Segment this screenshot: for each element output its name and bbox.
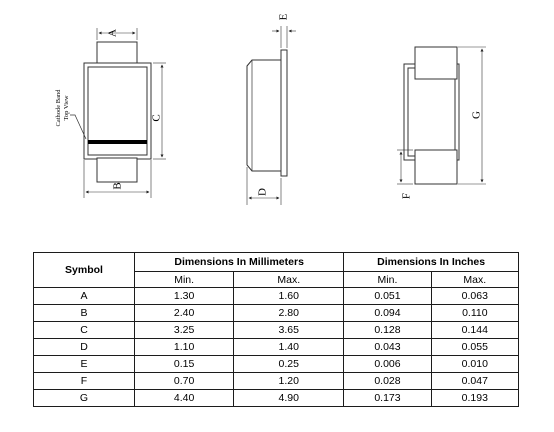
cathode-band-note-line2: Top View (63, 95, 70, 121)
mm-max-cell: 3.65 (234, 322, 344, 339)
table-row (34, 322, 519, 339)
in-max-cell: 0.193 (431, 390, 518, 407)
millimeters-header: Dimensions In Millimeters (135, 253, 344, 272)
dim-label-d: D (256, 188, 269, 196)
mm-min-cell: 2.40 (135, 305, 234, 322)
in-min-header: Min. (344, 272, 431, 288)
mm-min-cell: 0.70 (135, 373, 234, 390)
dim-label-e: E (277, 13, 290, 21)
mm-min-cell: 3.25 (135, 322, 234, 339)
mm-min-cell: 1.30 (135, 288, 234, 305)
mm-max-cell: 0.25 (234, 356, 344, 373)
in-min-cell: 0.173 (344, 390, 431, 407)
table-row (34, 339, 519, 356)
mm-min-cell: 1.10 (135, 339, 234, 356)
in-max-cell: 0.110 (431, 305, 518, 322)
mm-min-header: Min. (135, 272, 234, 288)
dimensions-table (33, 252, 519, 407)
symbol-cell: A (34, 288, 135, 305)
mm-max-cell: 1.60 (234, 288, 344, 305)
dim-label-g: G (470, 111, 483, 119)
in-max-cell: 0.047 (431, 373, 518, 390)
in-min-cell: 0.006 (344, 356, 431, 373)
in-min-cell: 0.128 (344, 322, 431, 339)
mm-max-header: Max. (234, 272, 344, 288)
table-row (34, 305, 519, 322)
dim-label-b: B (111, 182, 124, 190)
inches-header: Dimensions In Inches (344, 253, 519, 272)
mm-max-cell: 1.40 (234, 339, 344, 356)
table-row (34, 356, 519, 373)
table-row (34, 373, 519, 390)
in-max-header: Max. (431, 272, 518, 288)
mm-max-cell: 1.20 (234, 373, 344, 390)
side-view (247, 26, 296, 205)
in-min-cell: 0.094 (344, 305, 431, 322)
top-view (70, 28, 166, 198)
mm-max-cell: 2.80 (234, 305, 344, 322)
symbol-cell: B (34, 305, 135, 322)
in-min-cell: 0.051 (344, 288, 431, 305)
mm-min-cell: 0.15 (135, 356, 234, 373)
symbol-cell: G (34, 390, 135, 407)
dim-label-a: A (106, 29, 119, 37)
dim-label-f: F (400, 192, 413, 200)
symbol-cell: C (34, 322, 135, 339)
symbol-header: Symbol (34, 253, 135, 288)
dim-label-c: C (150, 114, 163, 122)
cathode-band-note-line1: Cathode Band (55, 89, 62, 127)
symbol-cell: D (34, 339, 135, 356)
table-row (34, 390, 519, 407)
in-min-cell: 0.028 (344, 373, 431, 390)
mm-max-cell: 4.90 (234, 390, 344, 407)
in-max-cell: 0.055 (431, 339, 518, 356)
symbol-cell: E (34, 356, 135, 373)
symbol-cell: F (34, 373, 135, 390)
in-min-cell: 0.043 (344, 339, 431, 356)
in-max-cell: 0.144 (431, 322, 518, 339)
mm-min-cell: 4.40 (135, 390, 234, 407)
in-max-cell: 0.063 (431, 288, 518, 305)
in-max-cell: 0.010 (431, 356, 518, 373)
table-row (34, 288, 519, 305)
